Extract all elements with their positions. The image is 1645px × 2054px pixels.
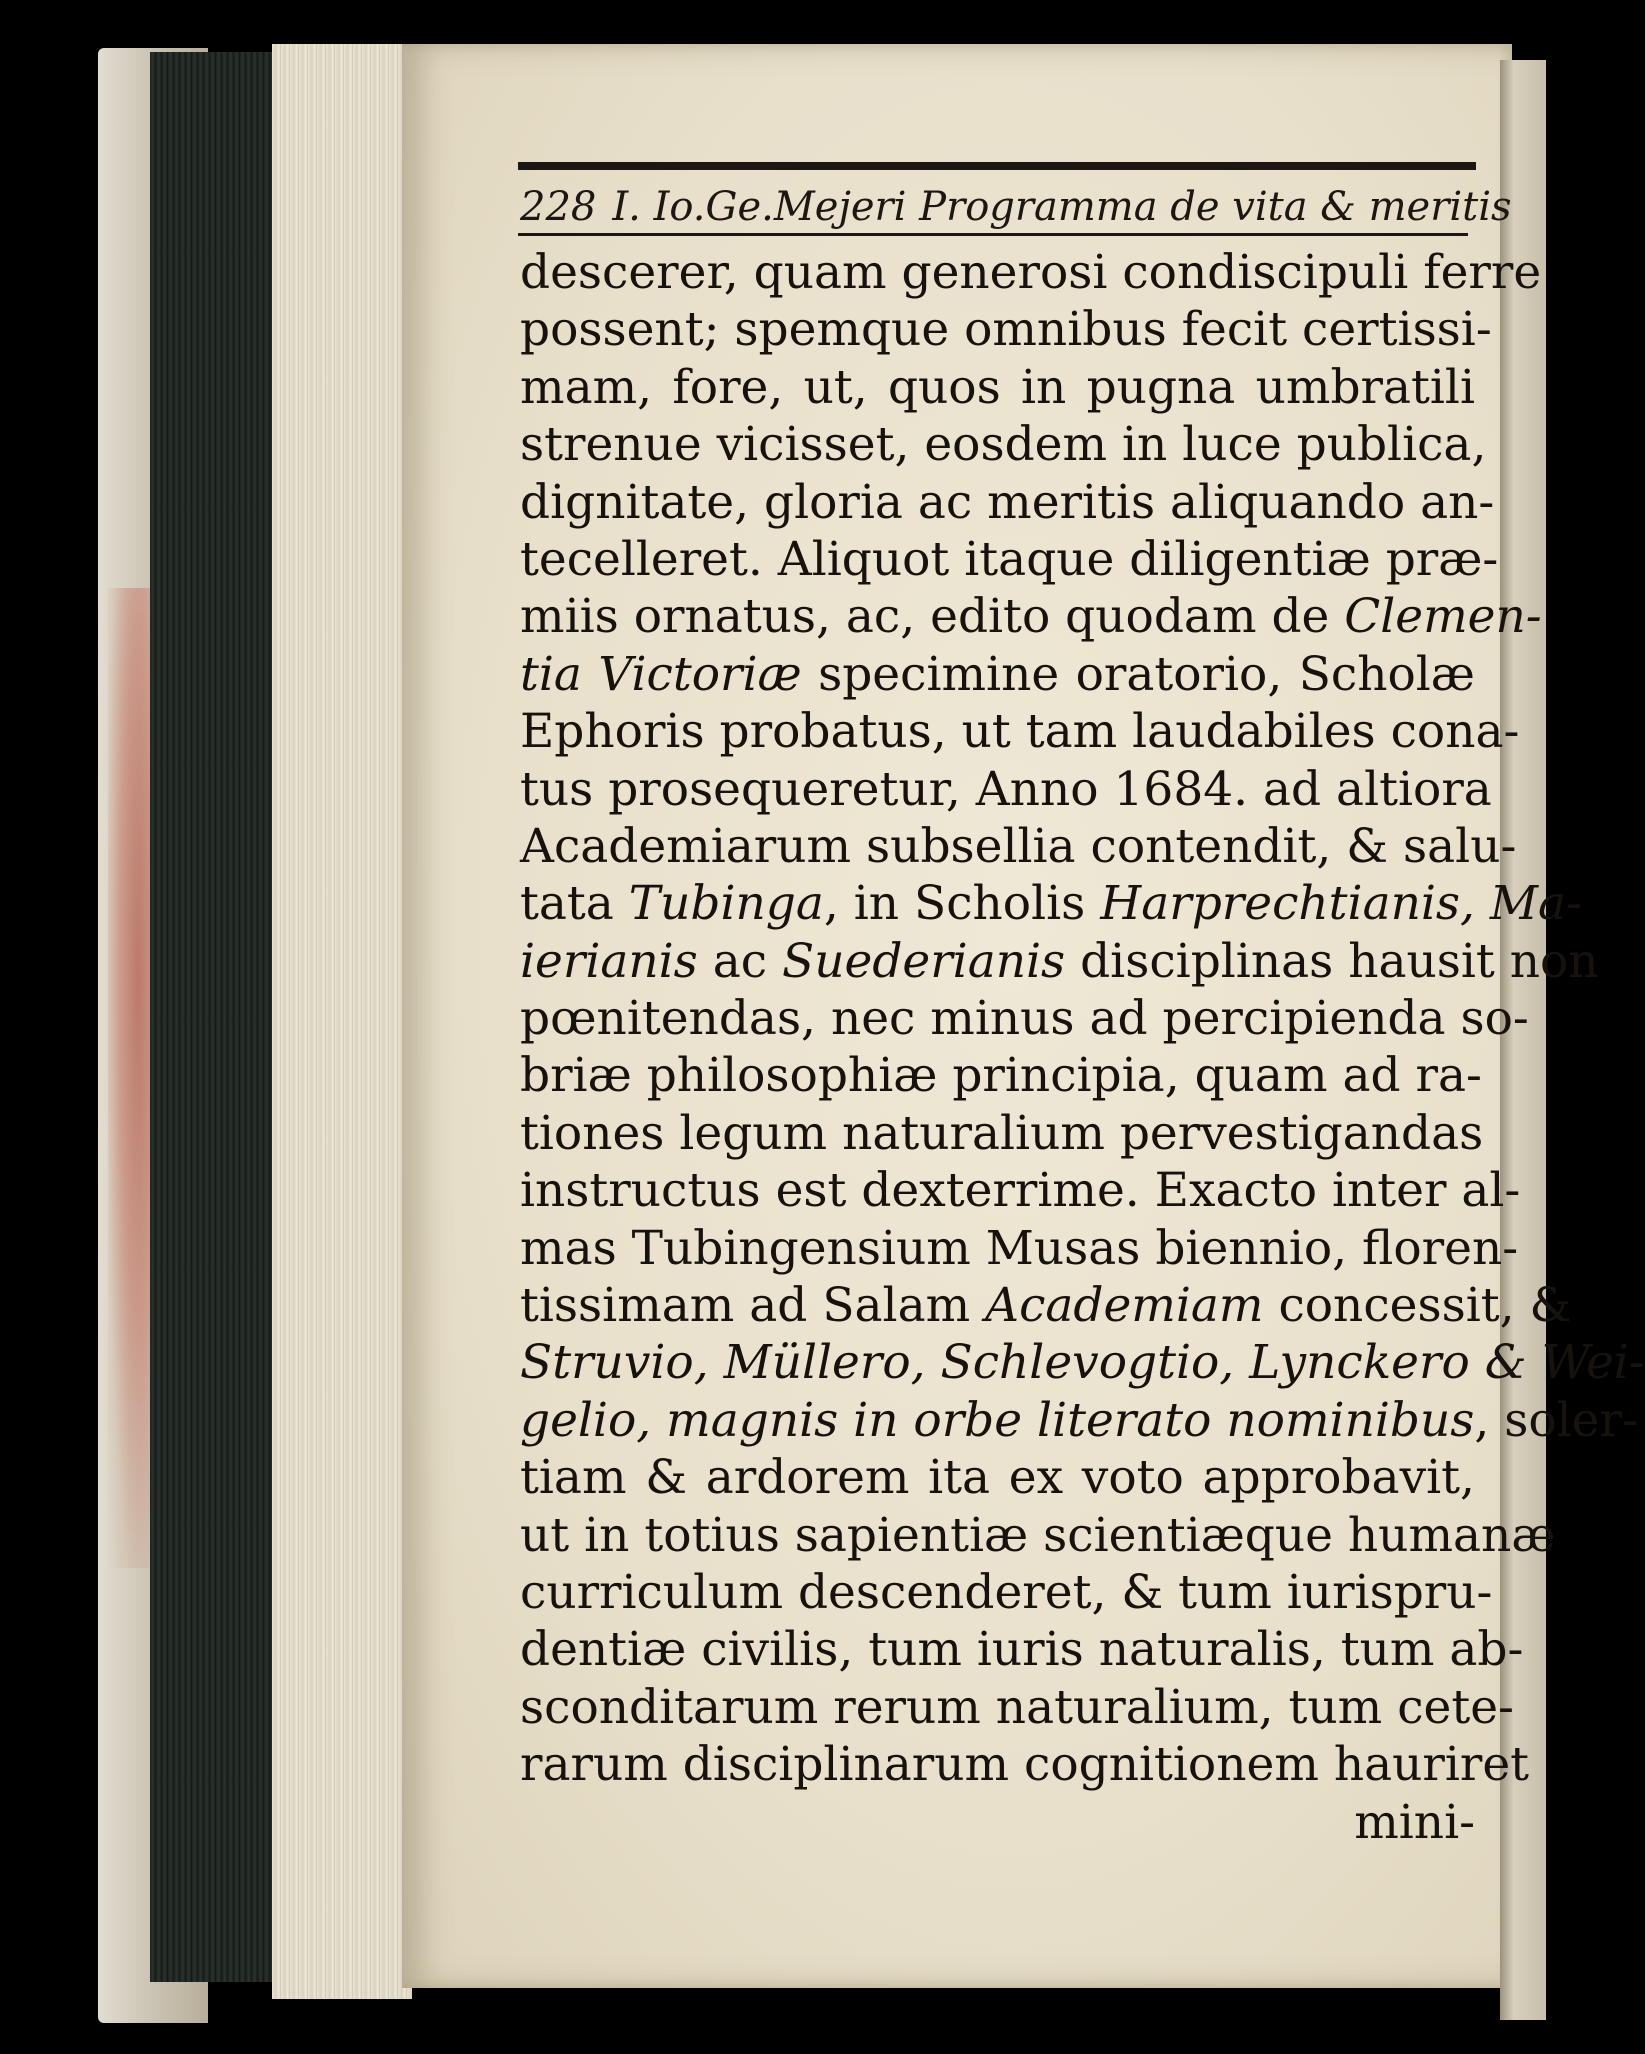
italic-text-segment: tia Victoriæ bbox=[520, 646, 802, 702]
text-line bbox=[520, 1162, 1521, 1219]
text-segment: dentiæ civilis, tum iuris naturalis, tum ab- bbox=[520, 1622, 1524, 1678]
text-segment: Ephoris probatus, ut tam laudabiles cona- bbox=[520, 704, 1520, 760]
italic-text-segment: Harprechtianis, Ma- bbox=[1100, 876, 1582, 932]
text-segment: strenue vicisset, eosdem in luce publica, bbox=[520, 417, 1487, 473]
text-line bbox=[520, 359, 1475, 416]
page-block-edge bbox=[150, 52, 280, 1982]
text-segment: mini- bbox=[1354, 1794, 1475, 1850]
italic-text-segment: gelio, magnis in orbe literato nominibus bbox=[520, 1392, 1475, 1448]
text-line bbox=[520, 1507, 1556, 1564]
header-rule-top bbox=[518, 162, 1476, 170]
text-line bbox=[520, 818, 1517, 875]
text-line bbox=[520, 1564, 1493, 1621]
text-line bbox=[520, 1736, 1530, 1793]
text-segment: miis ornatus, ac, edito quodam de bbox=[520, 589, 1345, 645]
running-title: I. Io.Ge.Mejeri Programma de vita & meritis bbox=[612, 184, 1512, 230]
text-segment: rarum disciplinarum cognitionem hauriret bbox=[520, 1737, 1530, 1793]
text-segment: possent; spemque omnibus fecit certissi- bbox=[520, 302, 1492, 358]
text-line bbox=[520, 875, 1582, 932]
text-segment: instructus est dexterrime. Exacto inter al- bbox=[520, 1163, 1521, 1219]
page-leaves-stack bbox=[272, 44, 412, 1999]
text-line bbox=[520, 301, 1492, 358]
italic-text-segment: Academiam bbox=[985, 1278, 1264, 1334]
text-segment: tiones legum naturalium pervestigandas bbox=[520, 1105, 1484, 1161]
text-segment: tissimam ad Salam bbox=[520, 1278, 986, 1334]
italic-text-segment: Tubinga bbox=[628, 876, 824, 932]
text-line bbox=[520, 416, 1487, 473]
text-segment: briæ philosophiæ principia, quam ad ra- bbox=[520, 1048, 1482, 1104]
text-line bbox=[520, 1334, 1645, 1391]
running-header bbox=[520, 172, 1512, 230]
italic-text-segment: Suederianis bbox=[782, 933, 1066, 989]
text-line bbox=[520, 1449, 1475, 1506]
text-segment: mam, fore, ut, quos in pugna umbratili bbox=[520, 359, 1475, 415]
text-line bbox=[520, 1277, 1572, 1334]
text-line bbox=[520, 703, 1520, 760]
text-segment: concessit, & bbox=[1263, 1278, 1572, 1334]
text-segment: tiam & ardorem ita ex voto approbavit, bbox=[520, 1450, 1475, 1506]
text-line bbox=[520, 1047, 1482, 1104]
italic-text-segment: Clemen- bbox=[1344, 589, 1542, 645]
text-segment: descerer, quam generosi condiscipuli ferre bbox=[520, 245, 1542, 300]
text-segment: pœnitendas, nec minus ad percipienda so- bbox=[520, 991, 1529, 1047]
text-line bbox=[520, 1392, 1638, 1449]
text-line bbox=[520, 646, 1475, 703]
text-line bbox=[520, 1679, 1514, 1736]
text-line bbox=[520, 1220, 1519, 1277]
text-segment: specimine oratorio, Scholæ bbox=[801, 646, 1475, 702]
text-segment: disciplinas hausit non bbox=[1065, 933, 1599, 989]
text-segment: Academiarum subsellia contendit, & salu- bbox=[520, 818, 1517, 874]
text-line bbox=[520, 588, 1542, 645]
text-segment: , in Scholis bbox=[823, 876, 1101, 932]
text-segment: ut in totius sapientiæ scientiæque humanæ bbox=[520, 1507, 1556, 1563]
text-segment: tus prosequeretur, Anno 1684. ad altiora bbox=[520, 761, 1492, 817]
text-line bbox=[520, 244, 1542, 301]
text-segment: sconditarum rerum naturalium, tum cete- bbox=[520, 1679, 1514, 1735]
italic-text-segment: Struvio, Müllero, Schlevogtio, Lynckero & Wei- bbox=[520, 1335, 1645, 1391]
text-line bbox=[520, 933, 1599, 990]
body-text bbox=[520, 244, 1645, 1851]
text-line bbox=[520, 761, 1492, 818]
text-segment: curriculum descenderet, & tum iurispru- bbox=[520, 1564, 1493, 1620]
page-number: 228 bbox=[520, 184, 597, 230]
text-line bbox=[520, 474, 1495, 531]
text-segment: , soler- bbox=[1474, 1392, 1638, 1448]
text-line bbox=[520, 1621, 1524, 1678]
text-segment: mas Tubingensium Musas biennio, floren- bbox=[520, 1220, 1519, 1276]
text-segment: tecelleret. Aliquot itaque diligentiæ præ- bbox=[520, 531, 1499, 587]
text-line bbox=[520, 1105, 1484, 1162]
text-segment: dignitate, gloria ac meritis aliquando an- bbox=[520, 474, 1495, 530]
text-line bbox=[520, 1794, 1475, 1851]
text-line bbox=[520, 531, 1499, 588]
text-segment: ac bbox=[697, 933, 783, 989]
header-rule-bottom bbox=[518, 233, 1468, 236]
italic-text-segment: ierianis bbox=[520, 933, 698, 989]
text-segment: tata bbox=[520, 876, 629, 932]
text-line bbox=[520, 990, 1529, 1047]
